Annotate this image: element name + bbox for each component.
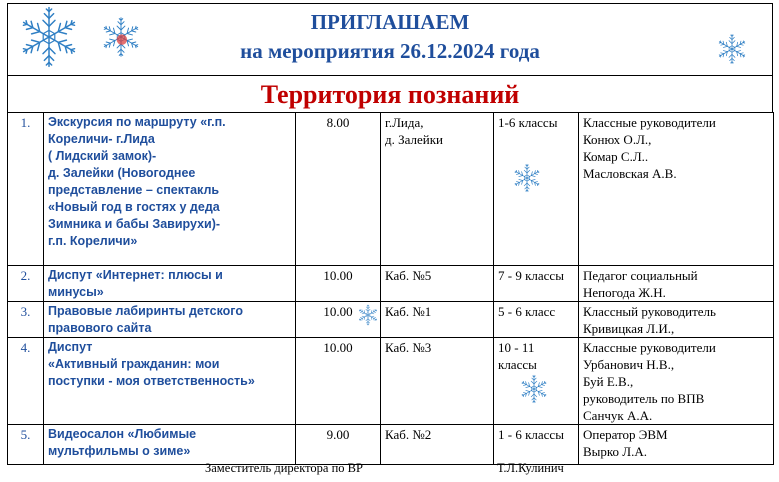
footer-position: Заместитель директора по ВР [205, 461, 363, 475]
event-responsible-line: Комар С.Л.. [583, 149, 649, 164]
event-responsible-line: Оператор ЭВМ [583, 427, 668, 442]
event-grades [494, 266, 579, 302]
event-name-line: Правовые лабиринты детского [48, 304, 243, 318]
event-name-line: ( Лидский замок)- [48, 149, 157, 163]
event-place-line: г.Лида, [385, 115, 424, 130]
event-name [44, 113, 296, 266]
event-place-line: Каб. №1 [385, 304, 432, 319]
snowflake-icon [519, 374, 549, 404]
event-time: 10.00 [296, 302, 381, 338]
title-line1: ПРИГЛАШАЕМ [310, 10, 470, 34]
event-place-line: Каб. №3 [385, 340, 432, 355]
event-grades-line: 7 - 9 классы [498, 268, 564, 283]
event-name-line: Видеосалон «Любимые [48, 427, 197, 441]
footer-signer: Т.Л.Кулинич [497, 461, 564, 475]
event-place-line: Каб. №5 [385, 268, 432, 283]
event-name-line: г.п. Кореличи» [48, 234, 138, 248]
event-responsible-line: Урбанович Н.В., [583, 357, 675, 372]
event-responsible-line: Педагог социальный [583, 268, 698, 283]
event-name [44, 266, 296, 302]
event-name-line: «Активный гражданин: мои [48, 357, 220, 371]
event-place-line: д. Залейки [385, 132, 443, 147]
snowflake-icon [357, 304, 379, 326]
event-place [381, 302, 494, 338]
table-row [8, 425, 774, 465]
event-name-line: Диспут «Интернет: плюсы и [48, 268, 223, 282]
table-row [8, 266, 774, 302]
event-name-line: «Новый год в гостях у деда [48, 200, 220, 214]
event-place [381, 425, 494, 465]
event-time: 8.00 [296, 113, 381, 266]
row-number: 3. [8, 302, 44, 338]
event-grades [494, 302, 579, 338]
event-responsible [579, 425, 774, 465]
events-table [7, 112, 774, 465]
event-place [381, 338, 494, 425]
event-name-line: правового сайта [48, 321, 152, 335]
event-name-line: представление – спектакль [48, 183, 220, 197]
event-grades-line: 1 - 6 классы [498, 427, 564, 442]
event-responsible-line: Классные руководители [583, 340, 716, 355]
event-name-line: Зимника и бабы Завирухи)- [48, 217, 221, 231]
row-number: 4. [8, 338, 44, 425]
event-responsible-line: руководитель по ВПВ [583, 391, 705, 406]
event-responsible-line: Конюх О.Л., [583, 132, 652, 147]
event-grades [494, 425, 579, 465]
event-responsible-line: Непогода Ж.Н. [583, 285, 666, 300]
event-name-line: Диспут [48, 340, 93, 354]
event-responsible-line: Вырко Л.А. [583, 444, 648, 459]
event-responsible [579, 338, 774, 425]
event-responsible-line: Кривицкая Л.И., [583, 321, 675, 336]
event-name [44, 425, 296, 465]
event-name-line: Экскурсия по маршруту «г.п. [48, 115, 226, 129]
event-name [44, 302, 296, 338]
event-name-line: Кореличи- г.Лида [48, 132, 155, 146]
event-time: 10.00 [296, 266, 381, 302]
snowflake-icon [512, 163, 542, 193]
event-grades-line: 10 - 11 [498, 340, 535, 355]
event-time: 10.00 [296, 338, 381, 425]
event-name-line: поступки - моя ответственность» [48, 374, 255, 388]
event-grades-line: 5 - 6 класс [498, 304, 556, 319]
table-row [8, 113, 774, 266]
event-place [381, 113, 494, 266]
table-row [8, 302, 774, 338]
event-responsible-line: Санчук А.А. [583, 408, 653, 423]
event-name-line: д. Залейки (Новогоднее [48, 166, 196, 180]
row-number: 1. [8, 113, 44, 266]
event-grades-line: классы [498, 357, 537, 372]
table-row [8, 338, 774, 425]
event-responsible-line: Классный руководитель [583, 304, 716, 319]
snowflake-icon [17, 5, 81, 69]
event-responsible-line: Классные руководители [583, 115, 716, 130]
event-name-line: минусы» [48, 285, 104, 299]
event-responsible-line: Масловская А.В. [583, 166, 677, 181]
event-time: 9.00 [296, 425, 381, 465]
snowflake-icon [716, 33, 748, 65]
event-place [381, 266, 494, 302]
row-number: 5. [8, 425, 44, 465]
row-number: 2. [8, 266, 44, 302]
event-responsible [579, 302, 774, 338]
title-line2: на мероприятия 26.12.2024 года [240, 39, 540, 63]
snowflake-icon [100, 16, 142, 58]
event-responsible-line: Буй Е.В., [583, 374, 634, 389]
section-title: Территория познаний [7, 76, 773, 112]
event-responsible [579, 266, 774, 302]
event-place-line: Каб. №2 [385, 427, 432, 442]
event-name [44, 338, 296, 425]
event-grades-line: 1-6 классы [498, 115, 558, 130]
event-responsible [579, 113, 774, 266]
event-name-line: мультфильмы о зиме» [48, 444, 191, 458]
